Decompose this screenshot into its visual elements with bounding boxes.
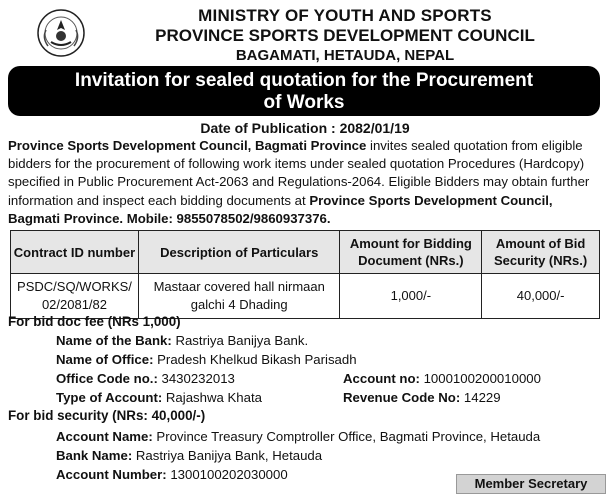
member-secretary-label: Member Secretary (456, 474, 606, 494)
bid-fee-office-value: Pradesh Khelkud Bikash Parisadh (157, 352, 357, 367)
province-sports-council-emblem-icon (36, 8, 86, 58)
intro-council-name: Province Sports Development Council, Bagmati Province (8, 138, 367, 153)
bid-fee-heading: For bid doc fee (NRs 1,000) (8, 314, 181, 329)
bid-security-bank-value: Rastriya Banijya Bank, Hetauda (135, 448, 323, 463)
bid-fee-account (343, 371, 541, 386)
bid-fee-account-value: 1000100200010000 (423, 371, 541, 386)
cell-contract-id: PSDC/SQ/WORKS/ 02/2081/82 (11, 274, 139, 319)
bid-fee-type-label: Type of Account: (56, 390, 163, 405)
cell-doc-amount: 1,000/- (340, 274, 482, 319)
intro-contact: Province Sports Development Council, Bagmati Province. Mobile: 9855078502/9860937376. (8, 192, 553, 226)
intro-paragraph (8, 137, 602, 228)
bid-security-bank (56, 448, 322, 463)
works-table (10, 230, 600, 319)
col-doc-amount: Amount for Bidding Document (NRs.) (340, 231, 482, 274)
table-row (11, 274, 600, 319)
col-description: Description of Particulars (138, 231, 340, 274)
header (6, 0, 604, 66)
publication-date: Date of Publication : 2082/01/19 (200, 120, 410, 136)
bid-security-acc-no-value: 1300100202030000 (170, 467, 288, 482)
ministry-title: MINISTRY OF YOUTH AND SPORTS (198, 6, 492, 25)
bid-security-acc-no-label: Account Number: (56, 467, 167, 482)
bid-fee-bank-value: Rastriya Banijya Bank. (175, 333, 309, 348)
council-title: PROVINCE SPORTS DEVELOPMENT COUNCIL (155, 26, 535, 45)
bid-fee-revenue-value: 14229 (463, 390, 501, 405)
table-header-row (11, 231, 600, 274)
bid-fee-office-code-label: Office Code no.: (56, 371, 158, 386)
bid-security-account-name (56, 429, 540, 444)
cell-description: Mastaar covered hall nirmaan galchi 4 Dhading (138, 274, 340, 319)
intro-body: invites sealed quotation from eligible bidders for the procurement of following work items under sealed quotation Procedures (Hardcopy) specified in Public Procurement Act-2063 and Regulations-2064. Eligible Bidders may obtain further information and inspect each bidding documents at (8, 138, 590, 208)
col-security-amount: Amount of Bid Security (NRs.) (482, 231, 600, 274)
bid-fee-revenue-label: Revenue Code No: (343, 390, 461, 405)
notice-banner (8, 66, 600, 116)
bid-security-account-number (56, 467, 288, 482)
bid-fee-account-label: Account no: (343, 371, 420, 386)
bid-fee-type-value: Rajashwa Khata (165, 390, 262, 405)
bid-fee-office (56, 352, 357, 367)
bid-security-acc-name-label: Account Name: (56, 429, 153, 444)
header-text (96, 6, 594, 66)
bid-fee-revenue-code (343, 390, 501, 405)
bid-security-bank-label: Bank Name: (56, 448, 133, 463)
banner-line-2: of Works (263, 92, 345, 113)
bid-fee-account-type (56, 390, 262, 405)
bid-security-heading: For bid security (NRs: 40,000/-) (8, 408, 206, 423)
bid-fee-office-code (56, 371, 235, 386)
cell-security-amount: 40,000/- (482, 274, 600, 319)
banner-line-1: Invitation for sealed quotation for the Procurement (74, 70, 534, 91)
bid-security-acc-name-value: Province Treasury Comptroller Office, Bagmati Province, Hetauda (156, 429, 541, 444)
bid-fee-office-label: Name of Office: (56, 352, 154, 367)
col-contract-id: Contract ID number (11, 231, 139, 274)
bid-fee-office-code-value: 3430232013 (161, 371, 235, 386)
bid-fee-bank-label: Name of the Bank: (56, 333, 172, 348)
location-title: BAGAMATI, HETAUDA, NEPAL (235, 47, 455, 64)
bid-fee-bank (56, 333, 308, 348)
